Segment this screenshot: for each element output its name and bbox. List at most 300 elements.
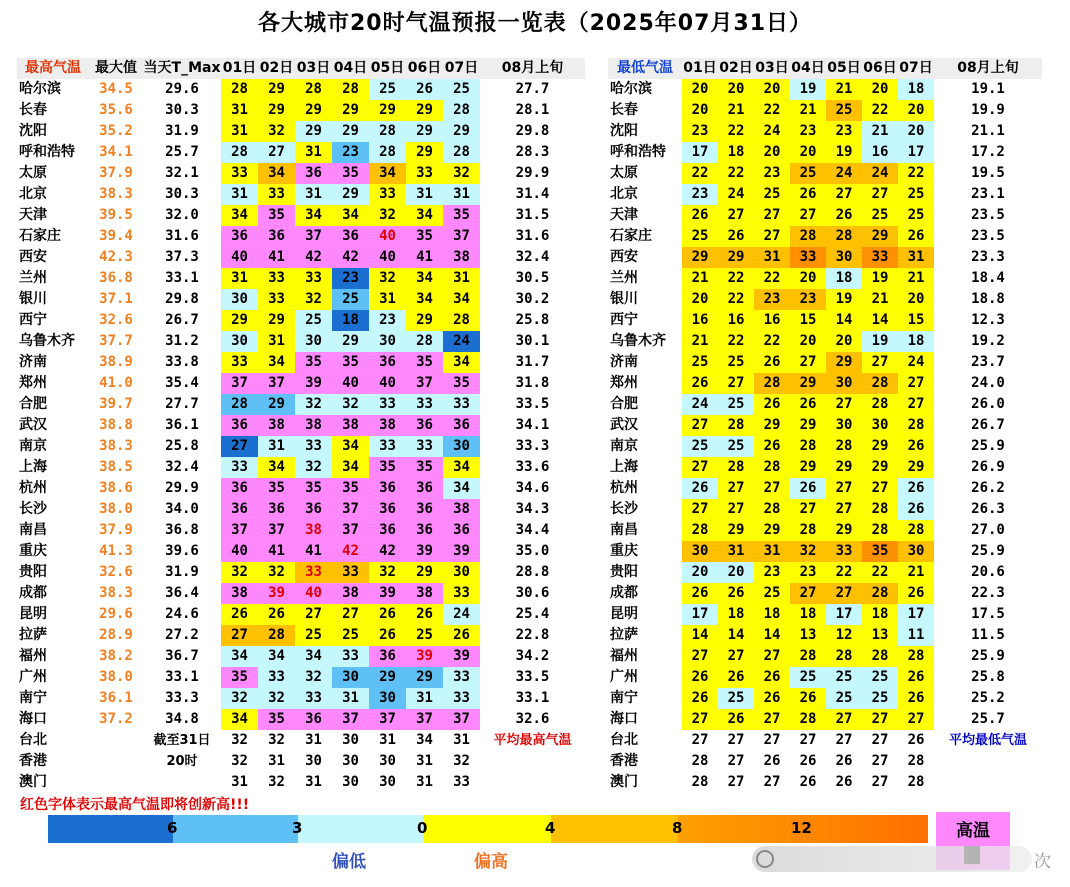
max-cell: 38: [221, 583, 258, 604]
table-row: [608, 499, 1042, 520]
max-cell: 29: [258, 79, 295, 100]
table-row: [608, 394, 1042, 415]
min-cell: 23: [790, 121, 826, 142]
min-cell: 25: [862, 205, 898, 226]
max-cell: 31: [295, 730, 332, 751]
record-max: 38.3: [99, 585, 133, 601]
record-max: 37.2: [99, 711, 133, 727]
table-row: [17, 667, 585, 688]
legend-tick: 4: [545, 819, 556, 837]
record-max: 34.1: [99, 144, 133, 160]
min-cell: 17: [826, 604, 862, 625]
avg-min: 25.7: [971, 711, 1005, 727]
avg-max: 28.1: [515, 102, 550, 118]
min-cell: 31: [898, 247, 934, 268]
avg-min: 19.2: [971, 333, 1005, 349]
min-cell: 28: [790, 709, 826, 730]
max-cell: 38: [295, 415, 332, 436]
table-row: [17, 247, 585, 268]
watermark-text: 次: [1034, 852, 1051, 872]
city-name: 银川: [19, 291, 47, 307]
high-label: 偏高: [474, 852, 508, 872]
max-cell: 29: [406, 100, 443, 121]
max-cell: 30: [221, 331, 258, 352]
table-row: [17, 163, 585, 184]
min-header-cell: 06日: [862, 58, 898, 79]
record-max: 36.1: [99, 690, 133, 706]
table-row: [608, 709, 1042, 730]
avg-max: 31.5: [515, 207, 550, 223]
min-cell: 18: [718, 142, 754, 163]
max-cell: 30: [295, 331, 332, 352]
max-cell: 33: [443, 583, 480, 604]
max-cell: 29: [443, 121, 480, 142]
min-cell: 28: [718, 415, 754, 436]
min-cell: 25: [826, 100, 862, 121]
max-cell: 35: [443, 373, 480, 394]
max-cell: 29: [406, 142, 443, 163]
min-cell: 26: [790, 478, 826, 499]
avg-min: 19.1: [971, 81, 1005, 97]
min-cell: 27: [718, 373, 754, 394]
min-cell: 29: [826, 352, 862, 373]
record-max: 38.0: [99, 501, 133, 517]
max-cell: 34: [221, 205, 258, 226]
avg-min: 12.3: [971, 312, 1005, 328]
max-cell: 36: [443, 520, 480, 541]
max-cell: 34: [332, 205, 369, 226]
city-name: 香港: [19, 753, 47, 769]
min-cell: 21: [718, 100, 754, 121]
max-cell: 23: [332, 142, 369, 163]
max-cell: 29: [406, 121, 443, 142]
min-cell: 29: [718, 520, 754, 541]
record-max: [89, 751, 143, 772]
min-cell: 20: [754, 142, 790, 163]
min-header-cell: 08月上旬: [934, 58, 1042, 79]
today-max: [143, 772, 221, 793]
max-cell: 25: [406, 625, 443, 646]
avg-min: 26.0: [971, 396, 1005, 412]
min-cell: 31: [718, 541, 754, 562]
max-cell: 34: [258, 352, 295, 373]
max-cell: 34: [332, 457, 369, 478]
avg-min: 26.7: [971, 417, 1005, 433]
record-max: 37.9: [99, 522, 133, 538]
avg-max: 35.0: [515, 543, 550, 559]
min-cell: 27: [862, 478, 898, 499]
max-cell: 33: [443, 772, 480, 793]
avg-max: 28.8: [515, 564, 550, 580]
max-cell: 41: [258, 247, 295, 268]
min-cell: 12: [826, 625, 862, 646]
city-name: 武汉: [19, 417, 47, 433]
min-cell: 27: [862, 352, 898, 373]
table-row: [608, 478, 1042, 499]
legend-seg-dark-blue: [48, 815, 173, 843]
city-name: 乌鲁木齐: [610, 333, 666, 349]
min-cell: 19: [826, 142, 862, 163]
min-cell: 27: [790, 352, 826, 373]
table-row: [608, 436, 1042, 457]
min-cell: 20: [682, 289, 718, 310]
min-cell: 18: [718, 604, 754, 625]
table-row: [17, 604, 585, 625]
max-cell: 28: [221, 79, 258, 100]
max-cell: 33: [406, 436, 443, 457]
table-row: [608, 520, 1042, 541]
min-cell: 28: [790, 226, 826, 247]
min-cell: 26: [682, 688, 718, 709]
min-cell: 30: [862, 415, 898, 436]
min-cell: 27: [718, 205, 754, 226]
record-max: 37.9: [99, 165, 133, 181]
max-cell: 34: [258, 163, 295, 184]
table-row: [17, 646, 585, 667]
max-cell: 42: [332, 541, 369, 562]
city-name: 呼和浩特: [610, 144, 666, 160]
today-max: 24.6: [165, 606, 199, 622]
max-cell: 35: [258, 205, 295, 226]
avg-min: 25.8: [971, 669, 1005, 685]
today-max: 33.8: [165, 354, 199, 370]
max-cell: 23: [332, 268, 369, 289]
city-name: 银川: [610, 291, 638, 307]
min-cell: 29: [862, 436, 898, 457]
min-cell: 24: [718, 184, 754, 205]
min-cell: 25: [898, 205, 934, 226]
max-header-cell: 05日: [369, 58, 406, 79]
min-cell: 32: [790, 541, 826, 562]
city-name: 成都: [610, 585, 638, 601]
today-max: 36.8: [165, 522, 199, 538]
max-header-cell: 最大值: [89, 58, 143, 79]
record-max: 32.6: [99, 312, 133, 328]
max-cell: 37: [406, 709, 443, 730]
min-cell: 35: [862, 541, 898, 562]
max-cell: 32: [332, 394, 369, 415]
min-cell: 26: [754, 436, 790, 457]
city-name: 西宁: [610, 312, 638, 328]
avg-max-note: 平均最高气温: [493, 733, 572, 748]
max-cell: 33: [295, 268, 332, 289]
min-cell: 20: [790, 142, 826, 163]
today-max: 31.2: [165, 333, 199, 349]
max-cell: 25: [295, 625, 332, 646]
today-max: 32.0: [165, 207, 199, 223]
max-cell: 35: [258, 478, 295, 499]
record-max: 38.8: [99, 417, 133, 433]
min-cell: 19: [862, 331, 898, 352]
max-cell: 25: [332, 289, 369, 310]
max-cell: 31: [221, 100, 258, 121]
max-cell: 31: [258, 331, 295, 352]
city-name: 兰州: [610, 270, 638, 286]
min-cell: 23: [790, 562, 826, 583]
avg-min: 18.8: [971, 291, 1005, 307]
min-cell: 26: [898, 730, 934, 751]
min-cell: 26: [790, 394, 826, 415]
max-header-cell: 当天T_Max: [143, 58, 221, 79]
max-cell: 37: [332, 709, 369, 730]
min-cell: 33: [826, 541, 862, 562]
max-cell: 38: [406, 583, 443, 604]
max-cell: 31: [295, 142, 332, 163]
max-header-cell: 08月上旬: [480, 58, 585, 79]
min-cell: 27: [790, 730, 826, 751]
max-cell: 28: [332, 79, 369, 100]
city-name: 合肥: [610, 396, 638, 412]
today-max: 29.6: [165, 81, 199, 97]
max-cell: 25: [332, 625, 369, 646]
city-name: 长沙: [610, 501, 638, 517]
max-cell: 32: [258, 688, 295, 709]
min-cell: 27: [754, 226, 790, 247]
min-cell: 26: [718, 667, 754, 688]
avg-max: [480, 772, 585, 793]
max-cell: 32: [221, 751, 258, 772]
avg-max: 30.2: [515, 291, 550, 307]
min-cell: 23: [826, 121, 862, 142]
table-row: [17, 562, 585, 583]
max-cell: 40: [369, 226, 406, 247]
record-max: 38.6: [99, 480, 133, 496]
max-cell: 32: [369, 205, 406, 226]
min-cell: 28: [826, 646, 862, 667]
min-cell: 25: [682, 226, 718, 247]
min-cell: 18: [898, 79, 934, 100]
max-cell: 28: [369, 142, 406, 163]
color-legend: [48, 815, 928, 843]
max-cell: 31: [221, 268, 258, 289]
avg-min: 21.1: [971, 123, 1005, 139]
today-max: 34.0: [165, 501, 199, 517]
city-name: 上海: [19, 459, 47, 475]
table-row: [608, 100, 1042, 121]
max-cell: 33: [258, 268, 295, 289]
min-cell: 26: [826, 772, 862, 793]
min-cell: 27: [826, 583, 862, 604]
min-cell: 27: [862, 184, 898, 205]
min-cell: 29: [826, 457, 862, 478]
max-cell: 36: [295, 499, 332, 520]
min-cell: 26: [826, 751, 862, 772]
avg-min: 23.1: [971, 186, 1005, 202]
max-cell: 36: [295, 163, 332, 184]
min-cell: 24: [682, 394, 718, 415]
min-cell: 27: [862, 772, 898, 793]
record-max: 38.3: [99, 438, 133, 454]
max-cell: 40: [295, 583, 332, 604]
table-row: [608, 352, 1042, 373]
max-cell: 33: [443, 667, 480, 688]
min-cell: 28: [682, 751, 718, 772]
table-row: [17, 730, 585, 751]
min-cell: 33: [862, 247, 898, 268]
max-cell: 34: [406, 289, 443, 310]
max-cell: 36: [258, 226, 295, 247]
avg-min: 26.3: [971, 501, 1005, 517]
min-cell: 26: [790, 184, 826, 205]
max-cell: 26: [258, 604, 295, 625]
city-name: 西安: [610, 249, 638, 265]
avg-max: 27.7: [515, 81, 550, 97]
min-cell: 21: [826, 79, 862, 100]
max-cell: 36: [221, 499, 258, 520]
max-cell: 34: [406, 205, 443, 226]
min-cell: 28: [754, 499, 790, 520]
city-name: 沈阳: [19, 123, 47, 139]
max-cell: 33: [406, 163, 443, 184]
max-cell: 29: [406, 310, 443, 331]
min-cell: 26: [754, 394, 790, 415]
min-cell: 28: [754, 373, 790, 394]
city-name: 贵阳: [610, 564, 638, 580]
max-cell: 38: [443, 247, 480, 268]
min-cell: 26: [682, 667, 718, 688]
min-cell: 14: [862, 310, 898, 331]
max-cell: 35: [443, 205, 480, 226]
min-cell: 20: [790, 331, 826, 352]
min-cell: 22: [826, 562, 862, 583]
max-cell: 35: [369, 457, 406, 478]
min-cell: 25: [718, 436, 754, 457]
max-cell: 39: [406, 541, 443, 562]
avg-max: 25.8: [515, 312, 550, 328]
table-row: [608, 730, 1042, 751]
max-cell: 36: [406, 415, 443, 436]
max-cell: 30: [332, 772, 369, 793]
record-max: 37.1: [99, 291, 133, 307]
max-cell: 33: [369, 184, 406, 205]
min-cell: 23: [682, 184, 718, 205]
table-row: [17, 79, 585, 100]
table-row: [17, 310, 585, 331]
record-max: 28.9: [99, 627, 133, 643]
city-name: 沈阳: [610, 123, 638, 139]
record-max: 35.6: [99, 102, 133, 118]
avg-min: 23.7: [971, 354, 1005, 370]
min-header-cell: 02日: [718, 58, 754, 79]
max-cell: 26: [443, 625, 480, 646]
max-cell: 35: [406, 226, 443, 247]
city-name: 南京: [19, 438, 47, 454]
min-cell: 28: [898, 751, 934, 772]
min-cell: 15: [898, 310, 934, 331]
red-font-note: 红色字体表示最高气温即将创新高!!!: [20, 797, 250, 813]
max-cell: 39: [406, 646, 443, 667]
today-max: 26.7: [165, 312, 199, 328]
legend-tick: 0: [417, 819, 428, 837]
table-row: [608, 163, 1042, 184]
table-row: [17, 709, 585, 730]
today-max: 33.1: [165, 270, 199, 286]
avg-max: 29.8: [515, 123, 550, 139]
min-cell: 20: [826, 331, 862, 352]
min-cell: 20: [718, 79, 754, 100]
max-cell: 35: [406, 457, 443, 478]
city-name: 天津: [610, 207, 638, 223]
city-name: 南昌: [610, 522, 638, 538]
max-cell: 32: [258, 772, 295, 793]
min-cell: 28: [898, 415, 934, 436]
avg-max: 22.8: [515, 627, 550, 643]
max-cell: 31: [221, 121, 258, 142]
min-cell: 20: [790, 268, 826, 289]
min-cell: 30: [826, 373, 862, 394]
min-cell: 17: [898, 604, 934, 625]
table-row: [17, 751, 585, 772]
city-name: 南京: [610, 438, 638, 454]
avg-max: 28.3: [515, 144, 550, 160]
min-cell: 28: [718, 457, 754, 478]
avg-min: 25.2: [971, 690, 1005, 706]
max-cell: 30: [443, 562, 480, 583]
max-cell: 40: [221, 541, 258, 562]
avg-max: 29.9: [515, 165, 550, 181]
city-name: 台北: [610, 732, 638, 748]
max-cell: 32: [443, 163, 480, 184]
min-cell: 33: [790, 247, 826, 268]
record-max: 38.0: [99, 669, 133, 685]
min-cell: 21: [862, 289, 898, 310]
max-cell: 29: [332, 331, 369, 352]
city-name: 郑州: [610, 375, 638, 391]
max-cell: 36: [369, 646, 406, 667]
avg-max: [480, 751, 585, 772]
table-row: [608, 121, 1042, 142]
min-cell: 22: [754, 331, 790, 352]
max-cell: 26: [369, 625, 406, 646]
min-cell: 29: [826, 520, 862, 541]
min-cell: 22: [754, 100, 790, 121]
min-cell: 27: [718, 478, 754, 499]
max-cell: 29: [406, 667, 443, 688]
city-name: 武汉: [610, 417, 638, 433]
min-cell: 25: [862, 688, 898, 709]
min-cell: 19: [862, 268, 898, 289]
city-name: 呼和浩特: [19, 144, 75, 160]
min-cell: 28: [754, 457, 790, 478]
min-cell: 25: [790, 163, 826, 184]
table-row: [17, 688, 585, 709]
record-max: 39.7: [99, 396, 133, 412]
today-max: 截至31日: [153, 733, 211, 748]
min-cell: 23: [754, 562, 790, 583]
city-name: 拉萨: [19, 627, 47, 643]
avg-min: [934, 751, 1042, 772]
max-cell: 31: [369, 289, 406, 310]
table-row: [17, 457, 585, 478]
city-name: 南宁: [610, 690, 638, 706]
min-cell: 23: [790, 289, 826, 310]
min-cell: 26: [898, 667, 934, 688]
record-max: 38.9: [99, 354, 133, 370]
min-cell: 21: [790, 100, 826, 121]
city-name: 澳门: [610, 774, 638, 790]
max-cell: 26: [406, 79, 443, 100]
min-cell: 26: [898, 226, 934, 247]
min-cell: 26: [898, 436, 934, 457]
min-cell: 18: [790, 604, 826, 625]
table-row: [17, 352, 585, 373]
table-row: [608, 646, 1042, 667]
max-cell: 27: [332, 604, 369, 625]
min-cell: 22: [718, 121, 754, 142]
today-max: 36.4: [165, 585, 199, 601]
max-cell: 36: [369, 520, 406, 541]
max-cell: 28: [221, 142, 258, 163]
